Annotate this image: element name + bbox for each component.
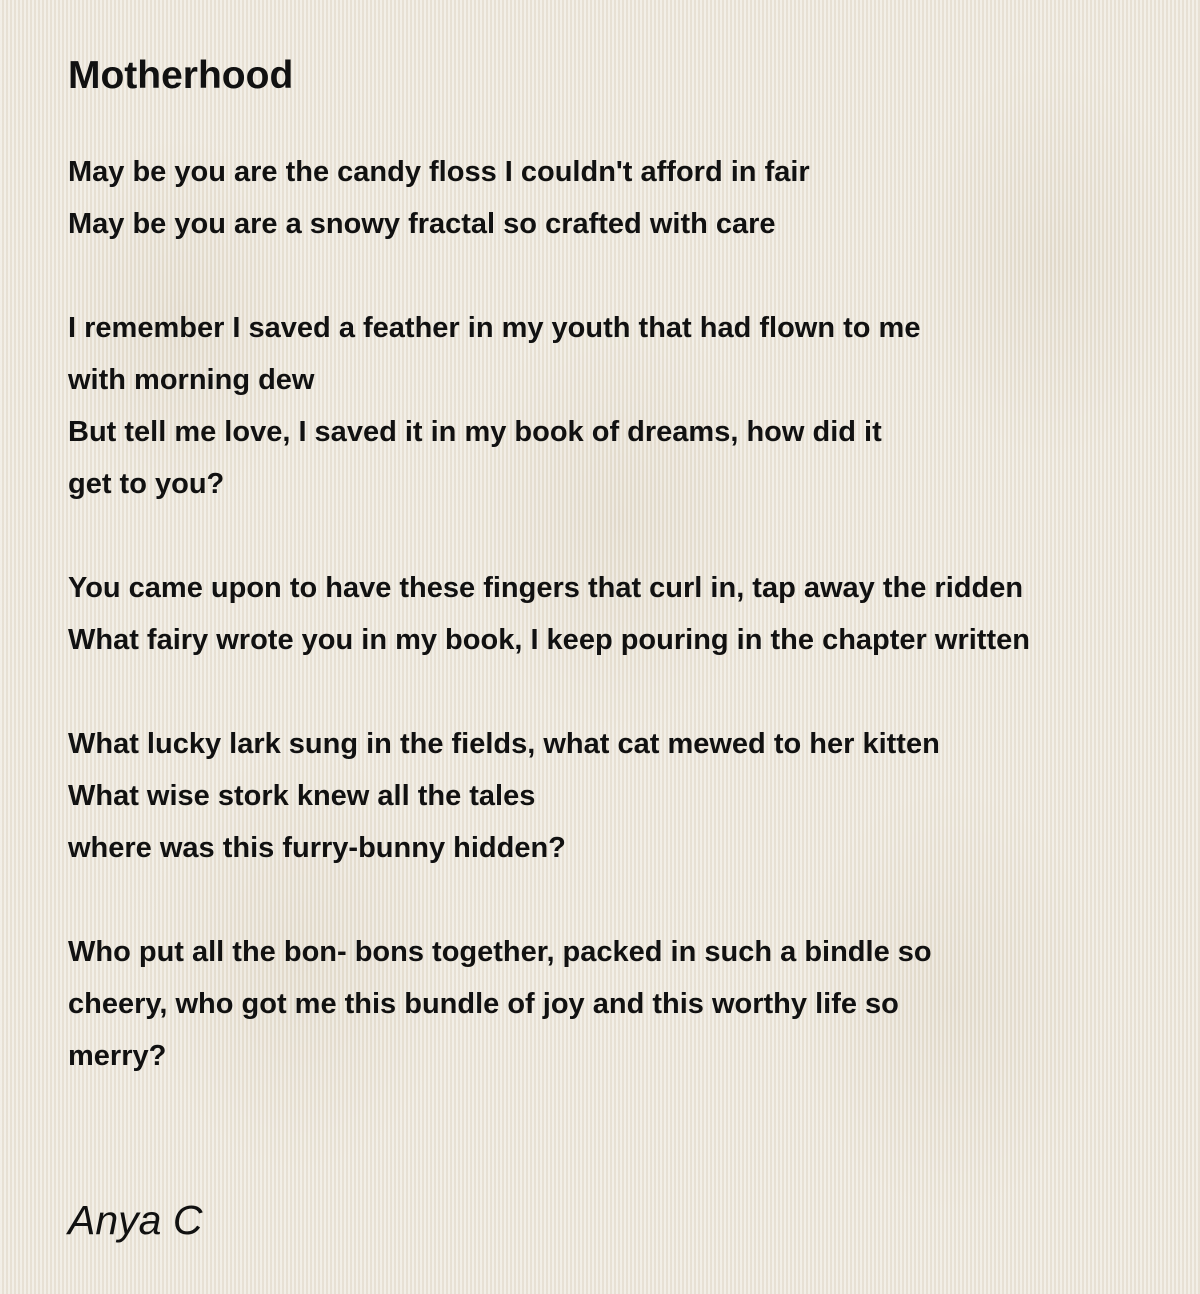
poem-line: You came upon to have these fingers that curl in, tap away the ridden: [68, 572, 1024, 604]
stanza-5: [68, 926, 1168, 1082]
poem-line: get to you?: [68, 468, 225, 500]
stanza-4: [68, 718, 1168, 874]
stanza-break: [68, 250, 1168, 302]
poem-title: Motherhood: [68, 54, 294, 97]
stanza-2: [68, 302, 1168, 510]
stanza-1: [68, 146, 1168, 250]
poem-body: [68, 146, 1168, 1082]
stanza-break: [68, 874, 1168, 926]
poem-line: merry?: [68, 1040, 167, 1072]
poem-line: What fairy wrote you in my book, I keep pouring in the chapter written: [68, 624, 1030, 656]
stanza-break: [68, 666, 1168, 718]
poem-author: Anya C: [68, 1197, 203, 1243]
poem-line: What lucky lark sung in the fields, what cat mewed to her kitten: [68, 728, 940, 760]
poem-line: May be you are a snowy fractal so crafted with care: [68, 208, 776, 240]
poem-container: [68, 50, 1168, 1082]
stanza-break: [68, 510, 1168, 562]
poem-line: But tell me love, I saved it in my book of dreams, how did it: [68, 416, 882, 448]
poem-line: where was this furry-bunny hidden?: [68, 832, 566, 864]
stanza-3: [68, 562, 1168, 666]
poem-line: I remember I saved a feather in my youth that had flown to me: [68, 312, 921, 344]
poem-line: What wise stork knew all the tales: [68, 780, 536, 812]
poem-line: May be you are the candy floss I couldn't afford in fair: [68, 156, 810, 188]
poem-line: cheery, who got me this bundle of joy and this worthy life so: [68, 988, 899, 1020]
poem-line: with morning dew: [68, 364, 315, 396]
poem-line: Who put all the bon- bons together, packed in such a bindle so: [68, 936, 932, 968]
